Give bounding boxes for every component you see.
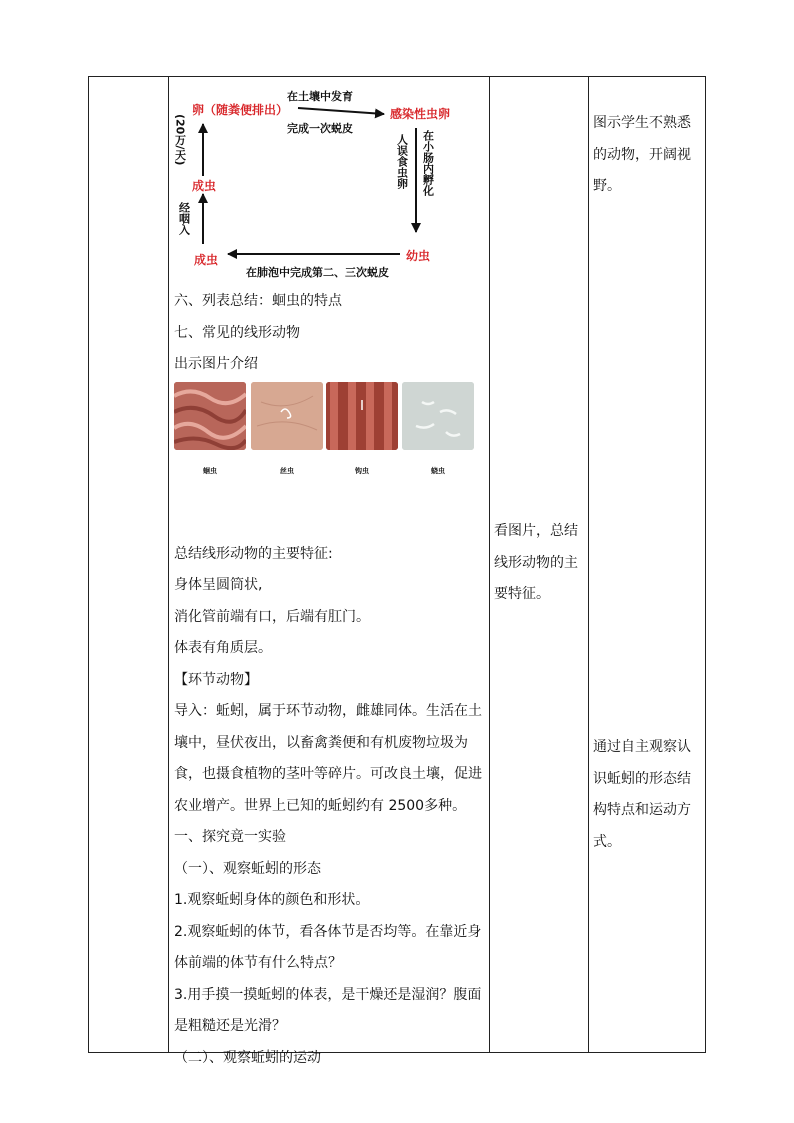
- cycle-mistake-eat: 人误食虫卵: [395, 134, 409, 189]
- picture-caption: 蛲虫: [431, 467, 445, 475]
- cycle-lung-molt: 在肺泡中完成第二、三次蜕皮: [246, 266, 389, 279]
- arrow-soil-to-infective: [298, 108, 384, 114]
- features-heading: 总结线形动物的主要特征:: [174, 545, 333, 562]
- column-divider: [489, 77, 490, 1052]
- cycle-infective-egg: 感染性虫卵: [390, 107, 451, 121]
- experiment-heading: 一、探究竟一实验: [174, 829, 286, 845]
- cycle-adult-bottom: 成虫: [194, 253, 219, 267]
- cycle-swallow: 经咽入: [177, 202, 191, 235]
- filaria-photo: [251, 382, 323, 450]
- show-pictures: 出示图片介绍: [174, 356, 258, 372]
- question-3: 3.用手摸一摸蚯蚓的体表，是干燥还是湿润？腹面是粗糙还是光滑？: [174, 986, 482, 1034]
- annelid-heading: 【环节动物】: [174, 671, 258, 688]
- question-1: 1.观察蚯蚓身体的颜色和形状。: [174, 892, 370, 908]
- student-activity: 看图片，总结线形动物的主要特征。: [494, 523, 578, 602]
- design-purpose-1: 图示学生不熟悉的动物，开阔视野。: [593, 115, 691, 194]
- design-purpose-2: 通过自主观察认识蚯蚓的形态结构特点和运动方式。: [593, 739, 691, 850]
- cycle-hatch: 在小肠内孵化: [421, 130, 435, 196]
- cycle-adult-mid: 成虫: [192, 179, 217, 193]
- cycle-egg: 卵（随粪便排出）: [192, 103, 289, 117]
- picture-caption: 钩虫: [355, 467, 369, 475]
- roundworm-photo: [174, 382, 246, 450]
- common-heading: 七、常见的线形动物: [174, 324, 300, 341]
- feature-1: 身体呈圆筒状,: [174, 577, 263, 593]
- column-divider: [168, 77, 169, 1052]
- column-divider: [588, 77, 589, 1052]
- cycle-rate: (20万/天): [173, 114, 187, 166]
- pinworm-photo: [402, 382, 474, 450]
- picture-caption: 丝虫: [280, 467, 294, 475]
- observe-form-heading: （一）、观察蚯蚓的形态: [174, 860, 321, 877]
- picture-caption: 蛔虫: [203, 467, 217, 475]
- earthworm-intro: 导入：蚯蚓，属于环节动物，雌雄同体。生活在土壤中，昼伏夜出，以畜禽粪便和有机废物垃圾为食，也摄食植物的茎叶等碎片。可改良土壤，促进农业增产。世界上已知的蚯蚓约有 2500多种。: [174, 703, 482, 814]
- observe-motion-heading: （二）、观察蚯蚓的运动: [174, 1049, 321, 1066]
- cycle-develop-soil: 在土壤中发育: [287, 90, 353, 103]
- roundworm-life-cycle-diagram: [170, 84, 460, 284]
- cycle-larva: 幼虫: [406, 249, 431, 263]
- feature-3: 体表有角质层。: [174, 640, 272, 656]
- nematode-pictures: [174, 382, 474, 482]
- cycle-molt-once: 完成一次蜕皮: [287, 122, 353, 135]
- question-2: 2.观察蚯蚓的体节，看各体节是否均等。在靠近身体前端的体节有什么特点？: [174, 923, 482, 971]
- feature-2: 消化管前端有口，后端有肛门。: [174, 608, 370, 625]
- hookworm-photo: [326, 382, 398, 450]
- summary-heading: 六、列表总结：蛔虫的特点: [174, 293, 342, 309]
